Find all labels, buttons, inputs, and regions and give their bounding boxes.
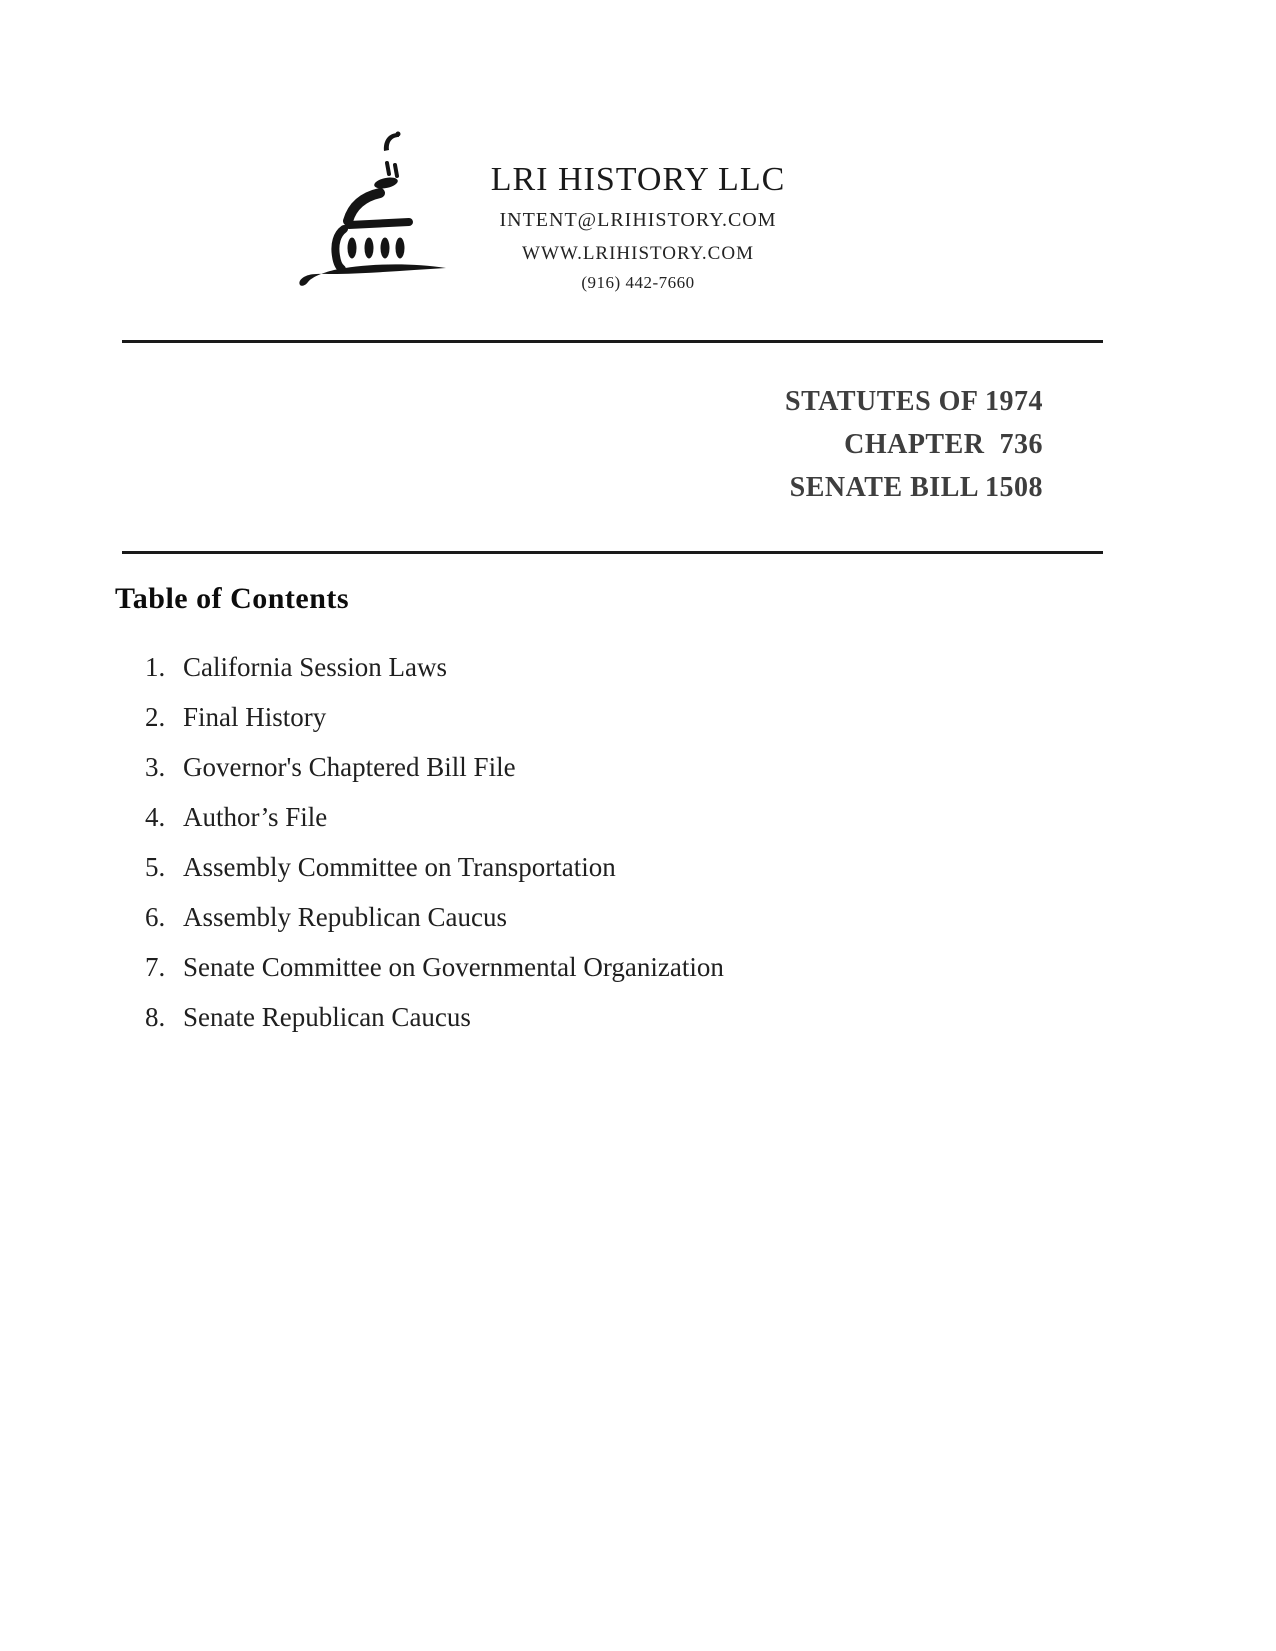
company-name: LRI HISTORY LLC <box>490 161 786 198</box>
toc-item-number: 1. <box>145 652 166 682</box>
toc-item-authors-file <box>145 792 724 842</box>
toc-item-number: 3. <box>145 752 166 782</box>
table-of-contents-list <box>145 642 724 1042</box>
table-of-contents-title: Table of Contents <box>115 582 350 615</box>
toc-item-label: Governor's Chaptered Bill File <box>183 752 516 782</box>
capitol-dome-sketch-icon <box>292 122 452 292</box>
bottom-divider-rule <box>122 551 1103 554</box>
company-email: INTENT@LRIHISTORY.COM <box>499 209 777 231</box>
toc-item-final-history <box>145 692 724 742</box>
toc-item-assembly-republican-caucus <box>145 892 724 942</box>
toc-item-assembly-committee-transportation <box>145 842 724 892</box>
company-website: WWW.LRIHISTORY.COM <box>522 243 754 264</box>
toc-item-number: 8. <box>145 1002 166 1032</box>
toc-item-label: Assembly Committee on Transportation <box>183 852 616 882</box>
toc-item-label: Final History <box>183 702 327 732</box>
toc-item-label: Senate Committee on Governmental Organization <box>183 952 724 982</box>
toc-item-number: 5. <box>145 852 166 882</box>
chapter-line: CHAPTER 736 <box>844 429 1043 460</box>
toc-item-number: 7. <box>145 952 166 982</box>
toc-item-label: California Session Laws <box>183 652 447 682</box>
toc-item-number: 6. <box>145 902 166 932</box>
toc-item-label: Senate Republican Caucus <box>183 1002 471 1032</box>
toc-item-label: Author’s File <box>183 802 328 832</box>
toc-item-senate-committee-governmental-organization <box>145 942 724 992</box>
toc-item-label: Assembly Republican Caucus <box>183 902 507 932</box>
toc-item-governors-chaptered-bill-file <box>145 742 724 792</box>
toc-item-number: 4. <box>145 802 166 832</box>
statute-reference-block <box>785 380 1043 509</box>
statutes-of-line: STATUTES OF 1974 <box>785 386 1043 417</box>
toc-item-senate-republican-caucus <box>145 992 724 1042</box>
top-divider-rule <box>122 340 1103 343</box>
company-phone: (916) 442-7660 <box>581 273 695 292</box>
toc-item-california-session-laws <box>145 642 724 692</box>
senate-bill-line: SENATE BILL 1508 <box>789 472 1043 503</box>
toc-item-number: 2. <box>145 702 166 732</box>
